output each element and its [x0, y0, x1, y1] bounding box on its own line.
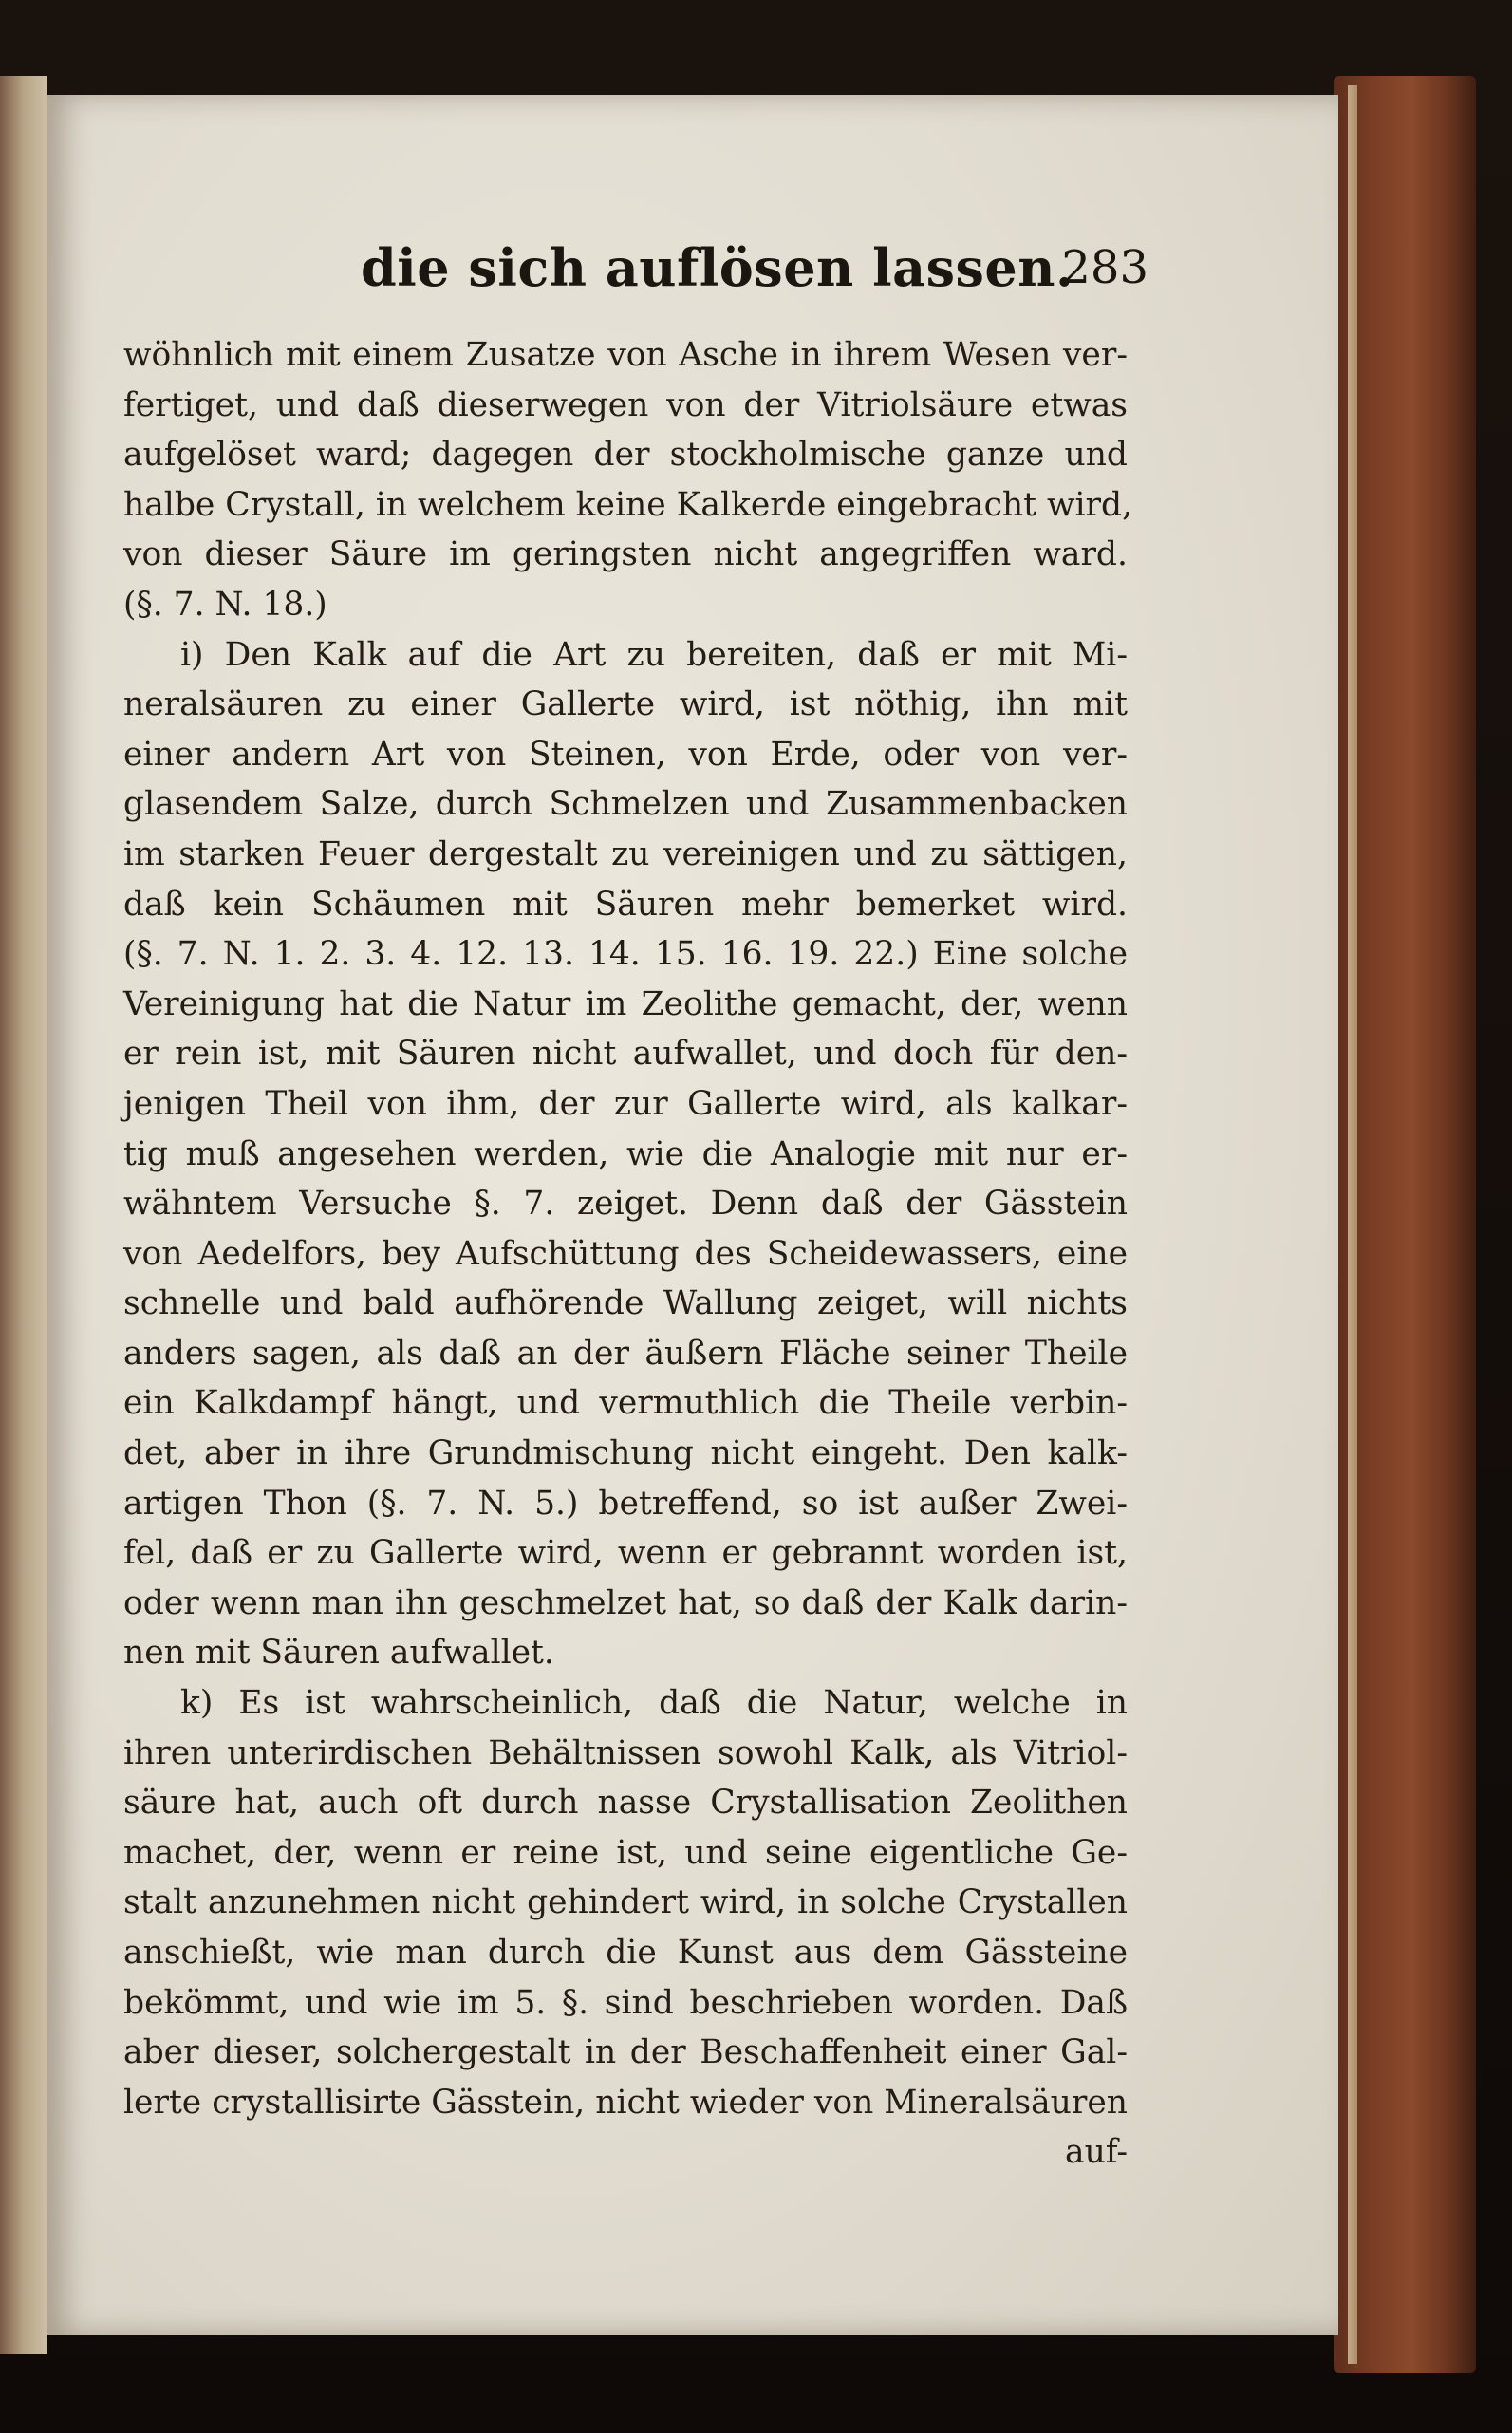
- paragraph-k-start: k) Es ist wahrscheinlich, daß die Natur, welche in: [180, 1684, 1128, 1723]
- text-line: daß kein Schäumen mit Säuren mehr bemerket wird.: [123, 885, 1128, 924]
- text-line: lerte crystallisirte Gässtein, nicht wieder von Mineralsäuren: [123, 2083, 1128, 2122]
- text-line: einer andern Art von Steinen, von Erde, oder von ver-: [123, 735, 1128, 774]
- text-line: machet, der, wenn er reine ist, und seine eigentliche Ge-: [123, 1833, 1128, 1872]
- text-line: fertiget, und daß dieserwegen von der Vitriolsäure etwas: [123, 385, 1128, 424]
- text-line: er rein ist, mit Säuren nicht aufwallet, und doch für den-: [123, 1035, 1128, 1074]
- text-line: schnelle und bald aufhörende Wallung zeiget, will nichts: [123, 1284, 1128, 1323]
- text-line: (§. 7. N. 18.): [123, 585, 327, 624]
- text-line: stalt anzunehmen nicht gehindert wird, in solche Crystallen: [123, 1883, 1128, 1922]
- text-line: tig muß angesehen werden, wie die Analogie mit nur er-: [123, 1134, 1128, 1173]
- text-line: bekömmt, und wie im 5. §. sind beschrieben worden. Daß: [123, 1983, 1128, 2022]
- text-line: jenigen Theil von ihm, der zur Gallerte wird, als kalkar-: [123, 1084, 1128, 1123]
- facing-page-edge: [0, 76, 47, 2354]
- text-line: Vereinigung hat die Natur im Zeolithe gemacht, der, wenn: [123, 984, 1128, 1023]
- text-line: säure hat, auch oft durch nasse Crystallisation Zeolithen: [123, 1784, 1128, 1823]
- text-line: artigen Thon (§. 7. N. 5.) betreffend, so ist außer Zwei-: [123, 1484, 1128, 1523]
- text-line: wöhnlich mit einem Zusatze von Asche in ihrem Wesen ver-: [123, 336, 1128, 374]
- paragraph-i-start: i) Den Kalk auf die Art zu bereiten, daß er mit Mi-: [180, 635, 1128, 674]
- page-edges: [1348, 85, 1357, 2364]
- text-line: fel, daß er zu Gallerte wird, wenn er gebrannt worden ist,: [123, 1534, 1128, 1573]
- text-line: ein Kalkdampf hängt, und vermuthlich die Theile verbin-: [123, 1384, 1128, 1423]
- text-line: anschießt, wie man durch die Kunst aus dem Gässteine: [123, 1934, 1128, 1972]
- text-line: wähntem Versuche §. 7. zeiget. Denn daß der Gässtein: [123, 1185, 1128, 1224]
- text-line: aufgelöset ward; dagegen der stockholmische ganze und: [123, 436, 1128, 475]
- text-line: halbe Crystall, in welchem keine Kalkerde eingebracht wird,: [123, 485, 1133, 524]
- running-title: die sich auflösen lassen.: [361, 237, 1074, 298]
- body-text: [123, 330, 1133, 2178]
- text-line: im starken Feuer dergestalt zu vereinigen und zu sättigen,: [123, 834, 1128, 873]
- catchword: auf-: [1065, 2133, 1128, 2172]
- text-line: anders sagen, als daß an der äußern Fläche seiner Theile: [123, 1334, 1128, 1373]
- text-line: (§. 7. N. 1. 2. 3. 4. 12. 13. 14. 15. 16. 19. 22.) Eine solche: [123, 935, 1128, 974]
- text-line: neralsäuren zu einer Gallerte wird, ist nöthig, ihn mit: [123, 685, 1128, 724]
- text-line: aber dieser, solchergestalt in der Beschaffenheit einer Gal-: [123, 2033, 1128, 2072]
- text-line: von Aedelfors, bey Aufschüttung des Scheidewassers, eine: [123, 1234, 1128, 1273]
- text-line: von dieser Säure im geringsten nicht angegriffen ward.: [123, 535, 1128, 574]
- text-line: nen mit Säuren aufwallet.: [123, 1634, 554, 1673]
- text-line: oder wenn man ihn geschmelzet hat, so daß der Kalk darin-: [123, 1583, 1128, 1622]
- text-line: det, aber in ihre Grundmischung nicht eingeht. Den kalk-: [123, 1434, 1128, 1473]
- page-number: 283: [1061, 241, 1148, 294]
- page-header: [361, 237, 1148, 313]
- text-line: glasendem Salze, durch Schmelzen und Zusammenbacken: [123, 785, 1128, 824]
- text-line: ihren unterirdischen Behältnissen sowohl Kalk, als Vitriol-: [123, 1733, 1128, 1772]
